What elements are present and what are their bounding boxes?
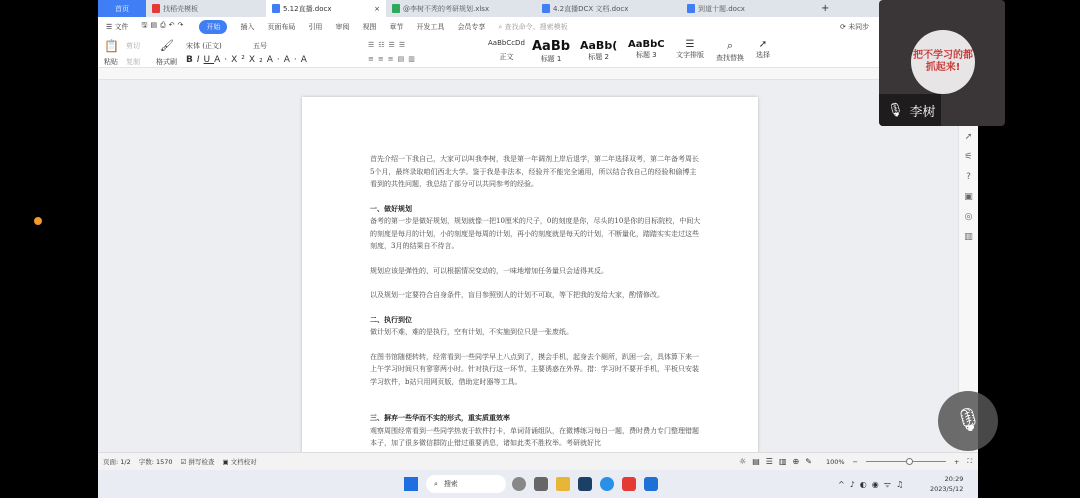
docer-icon (152, 4, 160, 13)
tab-doc[interactable] (536, 0, 681, 17)
style-preview: AaBbC (628, 39, 665, 50)
menu-view[interactable]: 视图 (362, 22, 377, 31)
tab-xlsx[interactable] (386, 0, 536, 17)
style-preview: AaBb (532, 39, 571, 54)
paragraph: 在图书馆随便转转，经常看到一些同学早上八点到了，摸会手机，起身去个厕所，趴困一会，具体算下来一上午学习时间只有寥寥两小时。针对执行这一环节，主要诱惑在外界。措：学习时不要开手机，平板只安装学习软件，b站只用网页版，借助定时器等工具。 (370, 352, 699, 386)
clock-time: 20:29 (944, 475, 964, 483)
meeting-app-icon[interactable] (644, 477, 658, 491)
zoom-slider[interactable] (866, 461, 946, 462)
menu-review[interactable]: 审阅 (335, 22, 350, 31)
quick-access-icons[interactable]: 🖫▤⎙↶↷ (141, 21, 187, 29)
menu-file[interactable]: ☰ 文件 (106, 22, 129, 31)
tab-label: 5.12直播.docx (283, 4, 332, 13)
menu-bar (98, 17, 978, 36)
file-explorer-icon[interactable] (556, 477, 570, 491)
zoom-in-button[interactable]: + (953, 457, 960, 466)
document-page[interactable] (302, 97, 758, 457)
tab-label: 4.2直播DCX 文档.docx (553, 4, 629, 13)
fullscreen-icon[interactable]: ⛶ (967, 457, 972, 465)
text-layout-icon: ☰ (685, 39, 695, 50)
view-mode-icons[interactable]: ☼▤☰▥⊕✎ (739, 457, 818, 466)
mute-microphone-button[interactable] (938, 391, 998, 451)
participant-label (879, 94, 941, 126)
tab-label: 找稻壳模板 (163, 4, 198, 13)
style-heading1[interactable] (532, 39, 570, 64)
close-icon[interactable]: × (374, 4, 380, 13)
clock[interactable] (930, 474, 963, 494)
participant-video-tile[interactable] (879, 0, 1005, 126)
word-count[interactable]: 字数: 1570 (138, 458, 173, 466)
brush-icon: 🖌 (160, 39, 174, 52)
page-count[interactable]: 页面: 1/2 (103, 458, 131, 466)
style-heading3[interactable] (628, 39, 665, 60)
app-icon[interactable] (512, 477, 526, 491)
text-layout-button[interactable] (676, 39, 704, 60)
heading: 三、摒弃一些华而不实的形式，重实质重效率 (370, 413, 510, 422)
participant-name: 李树 (909, 104, 936, 120)
docx-icon (542, 4, 550, 13)
style-label: 标题 1 (540, 55, 562, 63)
format-painter-button[interactable]: 格式刷 (156, 58, 177, 66)
paragraph: 以及规划一定要符合自身条件，盲目参照别人的计划不可取，等下把我的发给大家，酌情修改。 (370, 291, 664, 299)
video-feed: 把不学习的都抓起来! (911, 30, 975, 94)
sync-label: 未同步 (848, 23, 870, 31)
recording-indicator-dot (34, 217, 42, 225)
app-icon[interactable] (534, 477, 548, 491)
new-tab-icon[interactable]: + (821, 3, 830, 14)
tab-label: 到道十题.docx (698, 4, 745, 13)
wps-window (98, 0, 978, 498)
select-label: 选择 (756, 51, 770, 59)
docx-icon (687, 4, 695, 13)
book-icon[interactable]: ▥ (964, 232, 973, 242)
text-layout-label: 文字排版 (676, 51, 704, 59)
menu-layout[interactable]: 页面布局 (267, 22, 296, 31)
menu-file-label: 文件 (114, 22, 129, 31)
heading: 二、执行到位 (370, 314, 412, 324)
windows-start-icon[interactable] (404, 477, 418, 491)
edge-icon[interactable] (600, 477, 614, 491)
font-select[interactable]: 宋体 (正文) (186, 42, 222, 50)
doc-proof[interactable]: ▣ 文档校对 (222, 458, 257, 466)
tab-bar (98, 0, 978, 17)
tab-doc-active[interactable] (266, 0, 386, 17)
select-tool-icon[interactable]: ➚ (964, 132, 973, 142)
spell-check-label: 拼写检查 (188, 458, 215, 466)
search-placeholder: 查找命令、搜索模板 (504, 22, 568, 31)
tab-label: 首页 (115, 4, 129, 13)
document-area (98, 80, 958, 452)
system-tray-icons[interactable]: ^♪◐◉ᯤ♫ (838, 480, 909, 489)
search-icon: ⌕ (434, 479, 438, 488)
font-format-icons[interactable]: BIUA·X²X₂A·A·A (186, 55, 311, 65)
cursor-icon: ➚ (758, 39, 768, 50)
spell-check[interactable]: ☑ 拼写检查 (180, 458, 215, 466)
style-label: 标题 2 (588, 53, 609, 61)
search-icon: ⌕ (726, 39, 734, 52)
tab-templates[interactable] (146, 0, 266, 17)
zoom-level[interactable]: 100% (825, 457, 845, 466)
windows-taskbar (98, 470, 978, 498)
location-icon[interactable]: ◎ (964, 212, 973, 222)
paragraph: 首先介绍一下我自己，大家可以叫我李树，我是第一年调剂上岸后退学，第二年选择双考，第二年备考周长5个月，最终录取咱们西北大学。鉴于我是非法本，经验并不能完全通用，所以结合我自己的经验和偷博主看到的共性问题，我总结了部分可以共同参考的经验。 (370, 155, 699, 188)
paste-icon[interactable]: 📋 (104, 39, 119, 53)
taskbar-apps (512, 477, 658, 491)
taskbar-search-label: 搜索 (443, 480, 458, 488)
style-heading2[interactable] (580, 39, 617, 62)
style-label: 标题 3 (635, 51, 657, 59)
style-preview: AaBb( (580, 39, 618, 52)
command-search[interactable] (498, 22, 567, 32)
docx-icon (272, 4, 280, 13)
settings-sliders-icon[interactable]: ⚟ (964, 152, 973, 162)
paragraph: 观察周围经常看到一些同学热衷于软件打卡，单词背诵组队，在微博练习每日一题，费时费力专门整理错题本子，加了很多微信群防止错过重要消息，诸如此类不胜枚举。考研就好比 (370, 426, 699, 447)
menu-insert[interactable]: 插入 (240, 22, 255, 31)
tab-home[interactable] (98, 0, 146, 17)
app-icon[interactable] (578, 477, 592, 491)
copy-button[interactable]: 复制 (126, 58, 140, 66)
zoom-out-button[interactable]: − (852, 457, 858, 466)
tab-label: @李树不秃的考研规划.xlsx (403, 4, 490, 13)
xlsx-icon (392, 4, 400, 13)
wps-icon[interactable] (622, 477, 636, 491)
paragraph: 规划应该是弹性的，可以根据情况变动的，一味地增加任务量只会适得其反。 (370, 266, 608, 275)
font-size-select[interactable]: 五号 (253, 42, 267, 50)
ribbon (98, 36, 978, 68)
align-icons[interactable]: ≡≡≡▤▥ (368, 55, 419, 63)
list-icons[interactable]: ☰☷☰☰ (368, 41, 410, 49)
menu-developer[interactable]: 开发工具 (416, 22, 445, 31)
zoom-slider-thumb[interactable] (906, 458, 913, 465)
menu-references[interactable]: 引用 (308, 22, 323, 31)
menu-member[interactable]: 会员专享 (457, 22, 486, 31)
menu-chapter[interactable]: 章节 (389, 22, 404, 31)
paste-button[interactable]: 粘贴 (104, 58, 118, 66)
microphone-muted-icon: 🎙 (954, 408, 982, 433)
style-label: 正文 (499, 53, 514, 61)
export-icon[interactable]: ▣ (964, 192, 973, 202)
tab-doc[interactable] (681, 0, 801, 17)
status-bar (98, 452, 978, 470)
paragraph: 备考的第一步是做好规划，规划就像一把10厘米的尺子，0的刻度是你，尽头的10是你的目标院校，中间大的刻度是每月的计划，小的刻度是每周的计划，再小的刻度就是每天的计划，不断量化，踏踏实实走过这些刻度，3月的结果自不待言。 (370, 217, 701, 250)
find-replace-button[interactable] (716, 39, 744, 63)
ruler[interactable] (98, 68, 978, 80)
select-button[interactable] (756, 39, 770, 60)
taskbar-search[interactable] (426, 475, 506, 493)
find-replace-label: 查找替换 (716, 54, 744, 62)
microphone-icon: 🎙 (887, 102, 904, 118)
paragraph: 做计划不难，难的是执行，空有计划，不实施到位只是一张废纸。 (370, 328, 573, 336)
clock-date: 2023/5/12 (930, 485, 964, 493)
doc-proof-label: 文档校对 (230, 458, 257, 466)
help-icon[interactable]: ? (966, 172, 971, 182)
menu-home[interactable]: 开始 (199, 20, 227, 34)
search-icon: ⌕ (498, 22, 503, 31)
style-normal[interactable] (488, 39, 525, 62)
style-preview: AaBbCcDd (488, 39, 525, 47)
cut-button[interactable]: 剪切 (126, 42, 140, 50)
sync-status[interactable]: ⟳ 未同步 (840, 23, 870, 31)
heading: 一、做好规划 (370, 203, 412, 213)
